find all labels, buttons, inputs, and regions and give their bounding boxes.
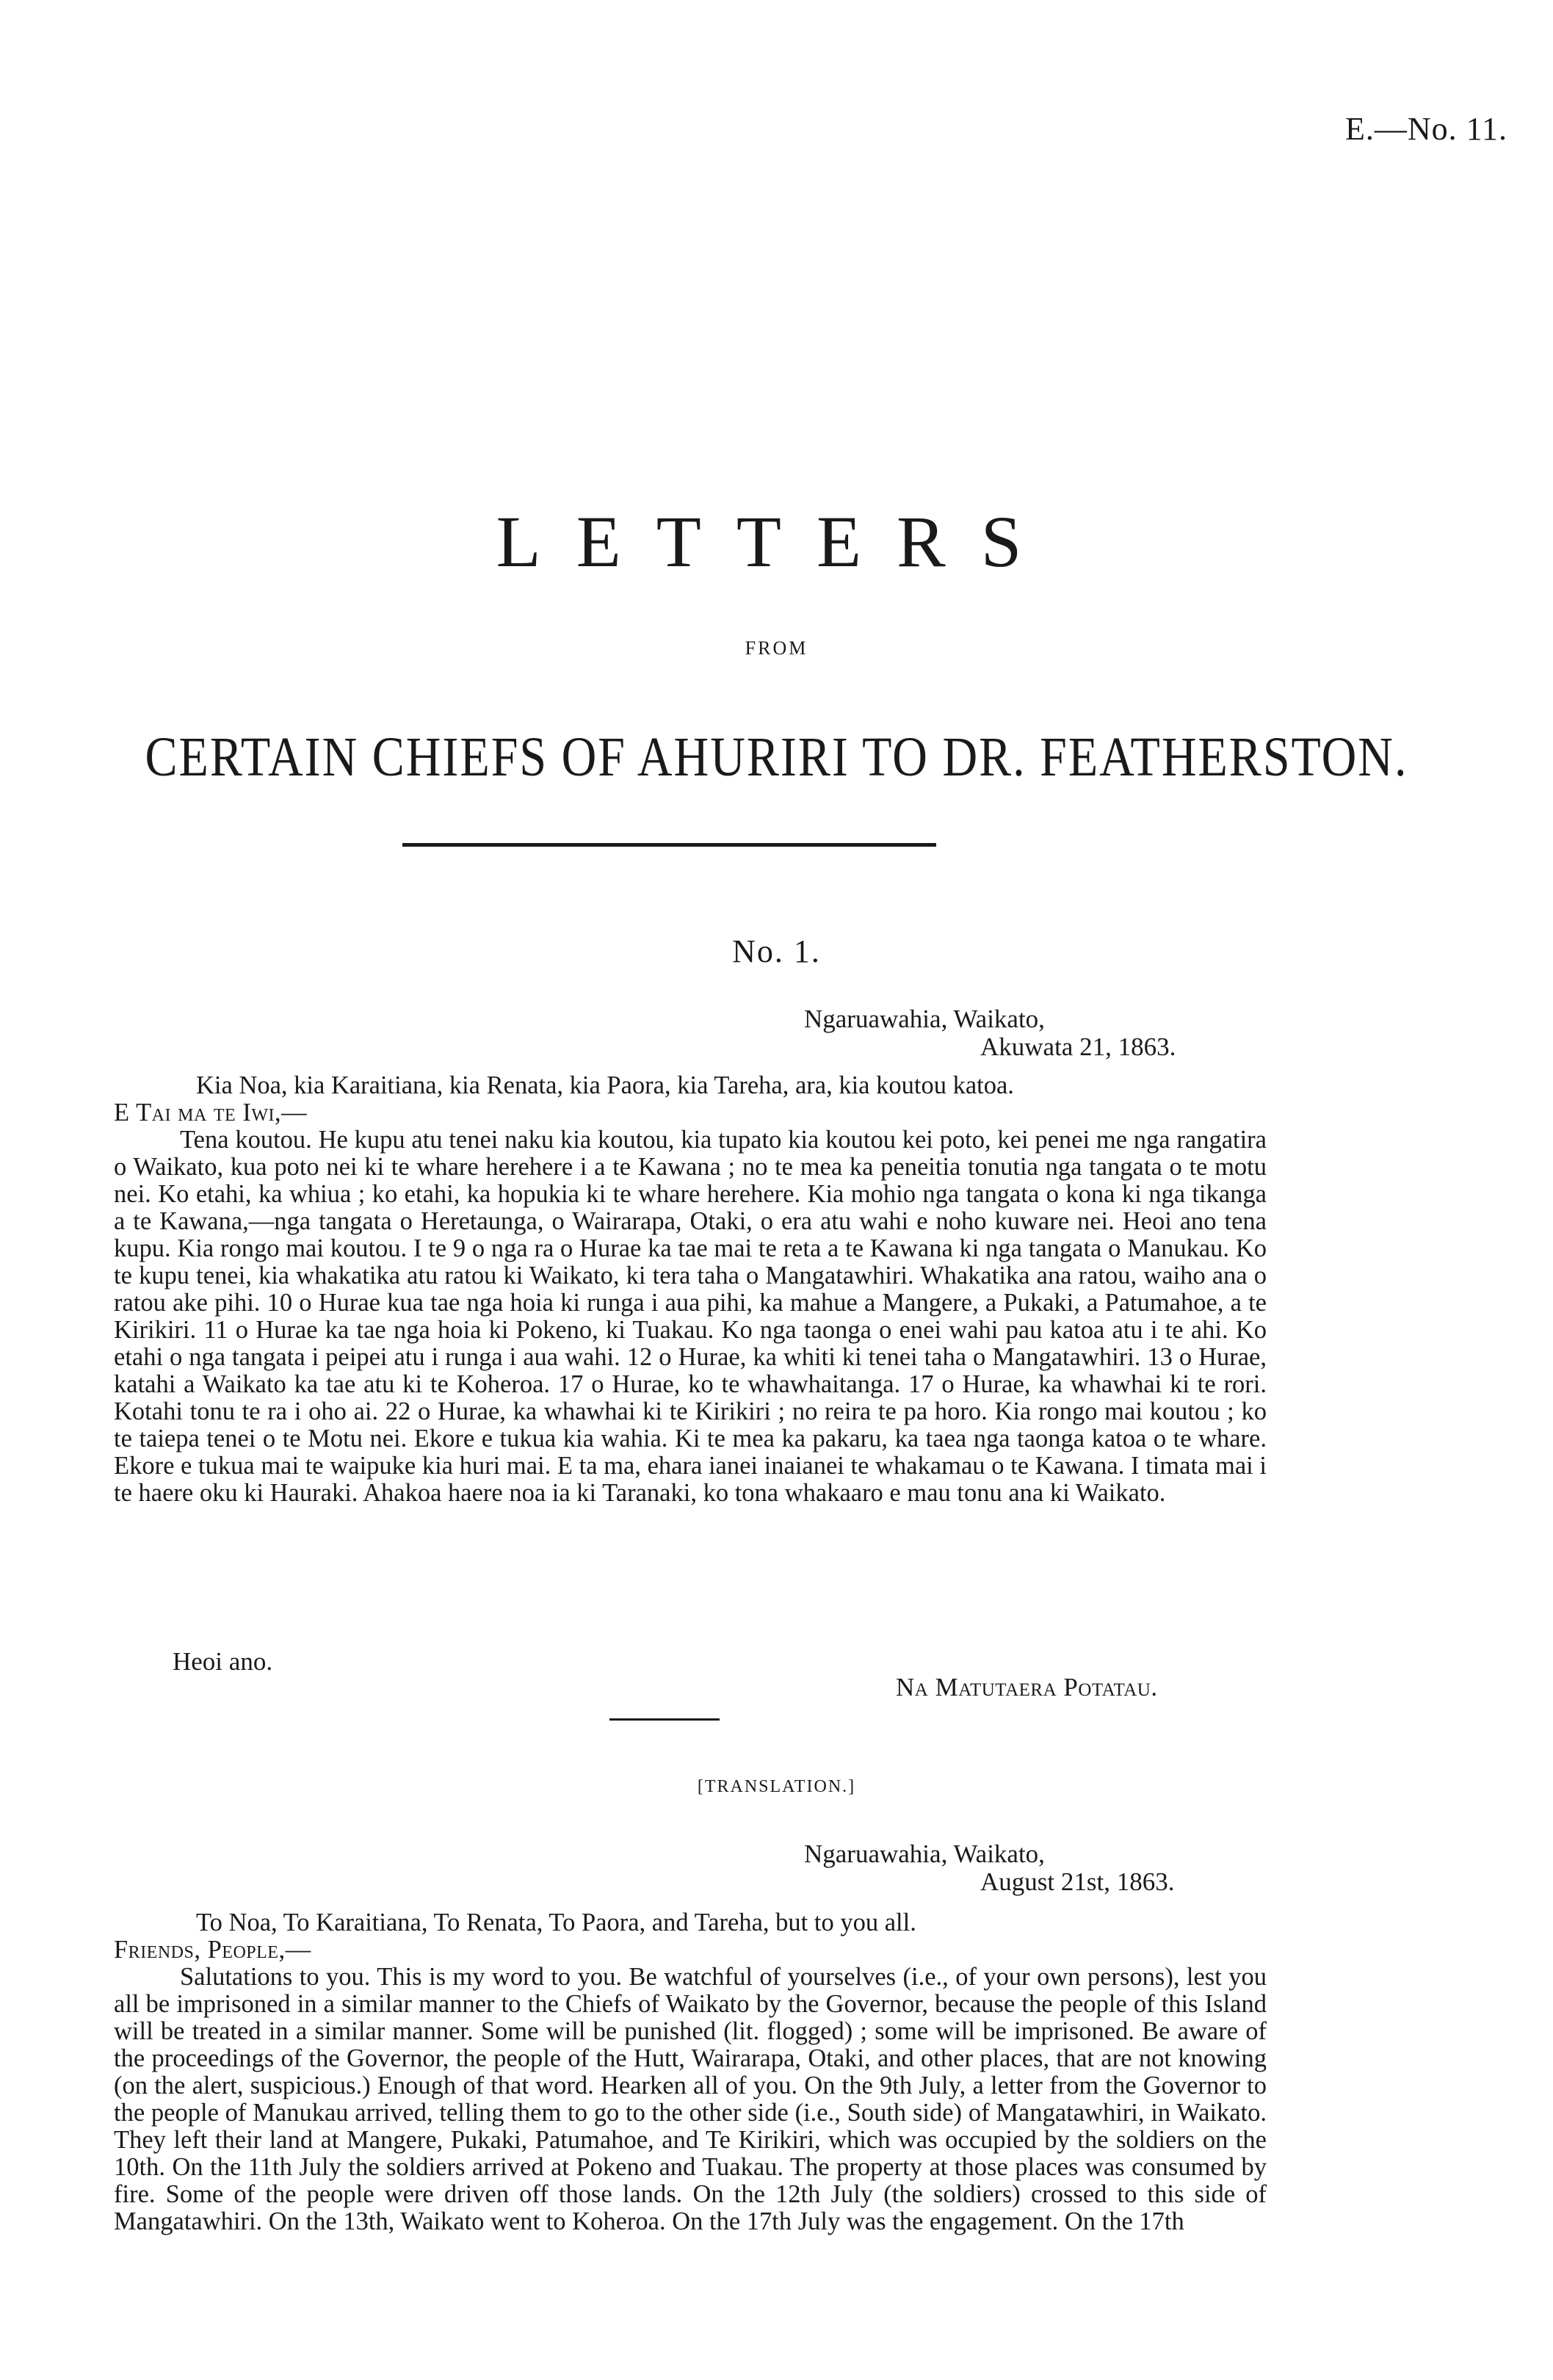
translation-place: Ngaruawahia, Waikato, xyxy=(804,1840,1045,1868)
letter-date: Akuwata 21, 1863. xyxy=(980,1032,1176,1061)
section-divider xyxy=(609,1718,720,1721)
letter-place: Ngaruawahia, Waikato, xyxy=(804,1005,1045,1033)
document-subtitle: CERTAIN CHIEFS OF AHURIRI TO DR. FEATHERSTON. xyxy=(145,726,1408,789)
translation-text: Salutations to you. This is my word to you. Be watchful of yourselves (i.e., of your own persons), lest you all be imprisoned in a similar manner to the Chiefs of Waikato by the Governor, because the people of this Island will be treated in a similar manner. Some will be punished (lit. flogged) ; some will be imprisoned. Be aware of the proceedings of the Governor, the people of the Hutt, Wairarapa, Otaki, and other places, that are not knowing (on the alert, suspicious.) Enough of that word. Hearken all of you. On the 9th July, a letter from the Governor to the people of Manukau arrived, telling them to go to the other side (i.e., South side) of Mangatawhiri, in Waikato. They left their land at Mangere, Pukaki, Patumahoe, and Te Kirikiri, which was occupied by the soldiers on the 10th. On the 11th July the soldiers arrived at Pokeno and Tuakau. The property at those places was consumed by fire. Some of the people were driven off those lands. On the 12th July (the soldiers) crossed to this side of Mangatawhiri. On the 13th, Waikato went to Koheroa. On the 17th July was the engagement. On the 17th xyxy=(114,1963,1267,2235)
title-divider xyxy=(402,843,936,847)
letter-number: No. 1. xyxy=(732,933,821,969)
translation-salutation: Friends, People,— xyxy=(114,1936,311,1964)
translation-label: [TRANSLATION.] xyxy=(697,1777,856,1796)
translation-date: August 21st, 1863. xyxy=(980,1867,1175,1896)
letter-signature: Na Matutaera Potatau. xyxy=(896,1673,1158,1701)
letter-salutation: E Tai ma te Iwi,— xyxy=(114,1099,308,1126)
translation-address: To Noa, To Karaitiana, To Renata, To Paora, and Tareha, but to you all. xyxy=(196,1909,916,1936)
title-connector: FROM xyxy=(745,637,808,659)
document-reference: E.—No. 11. xyxy=(1344,111,1507,147)
letter-closing: Heoi ano. xyxy=(173,1647,273,1676)
document-title: LETTERS xyxy=(496,501,1057,582)
letter-body xyxy=(114,1072,1267,1507)
letter-text: Tena koutou. He kupu atu tenei naku kia koutou, kia tupato kia koutou kei poto, kei penei me nga rangatira o Waikato, kua poto nei ki te whare herehere i a te Kawana ; no te mea ka peneitia tonutia nga tangata o te motu nei. Ko etahi, ka whiua ; ko etahi, ka hopukia ki te whare herehere. Kia mohio nga tangata o kona ki nga tikanga a te Kawana,—nga tangata o Heretaunga, o Wairarapa, Otaki, o era atu wahi e noho kuware nei. Heoi ano tena kupu. Kia rongo mai koutou. I te 9 o nga ra o Hurae ka tae mai te reta a te Kawana ki nga tangata o Manukau. Ko te kupu tenei, kia whakatika atu ratou ki Waikato, ki tera taha o Mangatawhiri. Whakatika ana ratou, waiho ana o ratou ake pihi. 10 o Hurae kua tae nga hoia ki runga i aua pihi, ka mahue a Mangere, a Pukaki, a Patumahoe, a te Kirikiri. 11 o Hurae ka tae nga hoia ki Pokeno, ki Tuakau. Ko nga taonga o enei wahi pau katoa atu i te ahi. Ko etahi o nga tangata i peipei atu i runga i aua wahi. 12 o Hurae, ka whiti ki tenei taha o Mangatawhiri. 13 o Hurae, katahi a Waikato ka tae atu ki te Koheroa. 17 o Hurae, ko te whawhaitanga. 17 o Hurae, ka whawhai ki te rori. Kotahi tonu te ra i oho ai. 22 o Hurae, ka whawhai ki te Kirikiri ; no reira te pa horo. Kia rongo mai koutou ; ko te taiepa tenei o te Motu nei. Ekore e tukua kia wahia. Ki te mea ka pakaru, ka taea nga taonga katoa o te whare. Ekore e tukua mai te waipuke kia huri mai. E ta ma, ehara ianei inaianei te whakamau o te Kawana. I timata mai i te haere oku ki Hauraki. Ahakoa haere noa ia ki Taranaki, ko tona whakaaro e mau tonu ana ki Waikato. xyxy=(114,1126,1267,1507)
translation-body xyxy=(114,1909,1267,2235)
letter-address: Kia Noa, kia Karaitiana, kia Renata, kia Paora, kia Tareha, ara, kia koutou katoa. xyxy=(196,1071,1014,1099)
